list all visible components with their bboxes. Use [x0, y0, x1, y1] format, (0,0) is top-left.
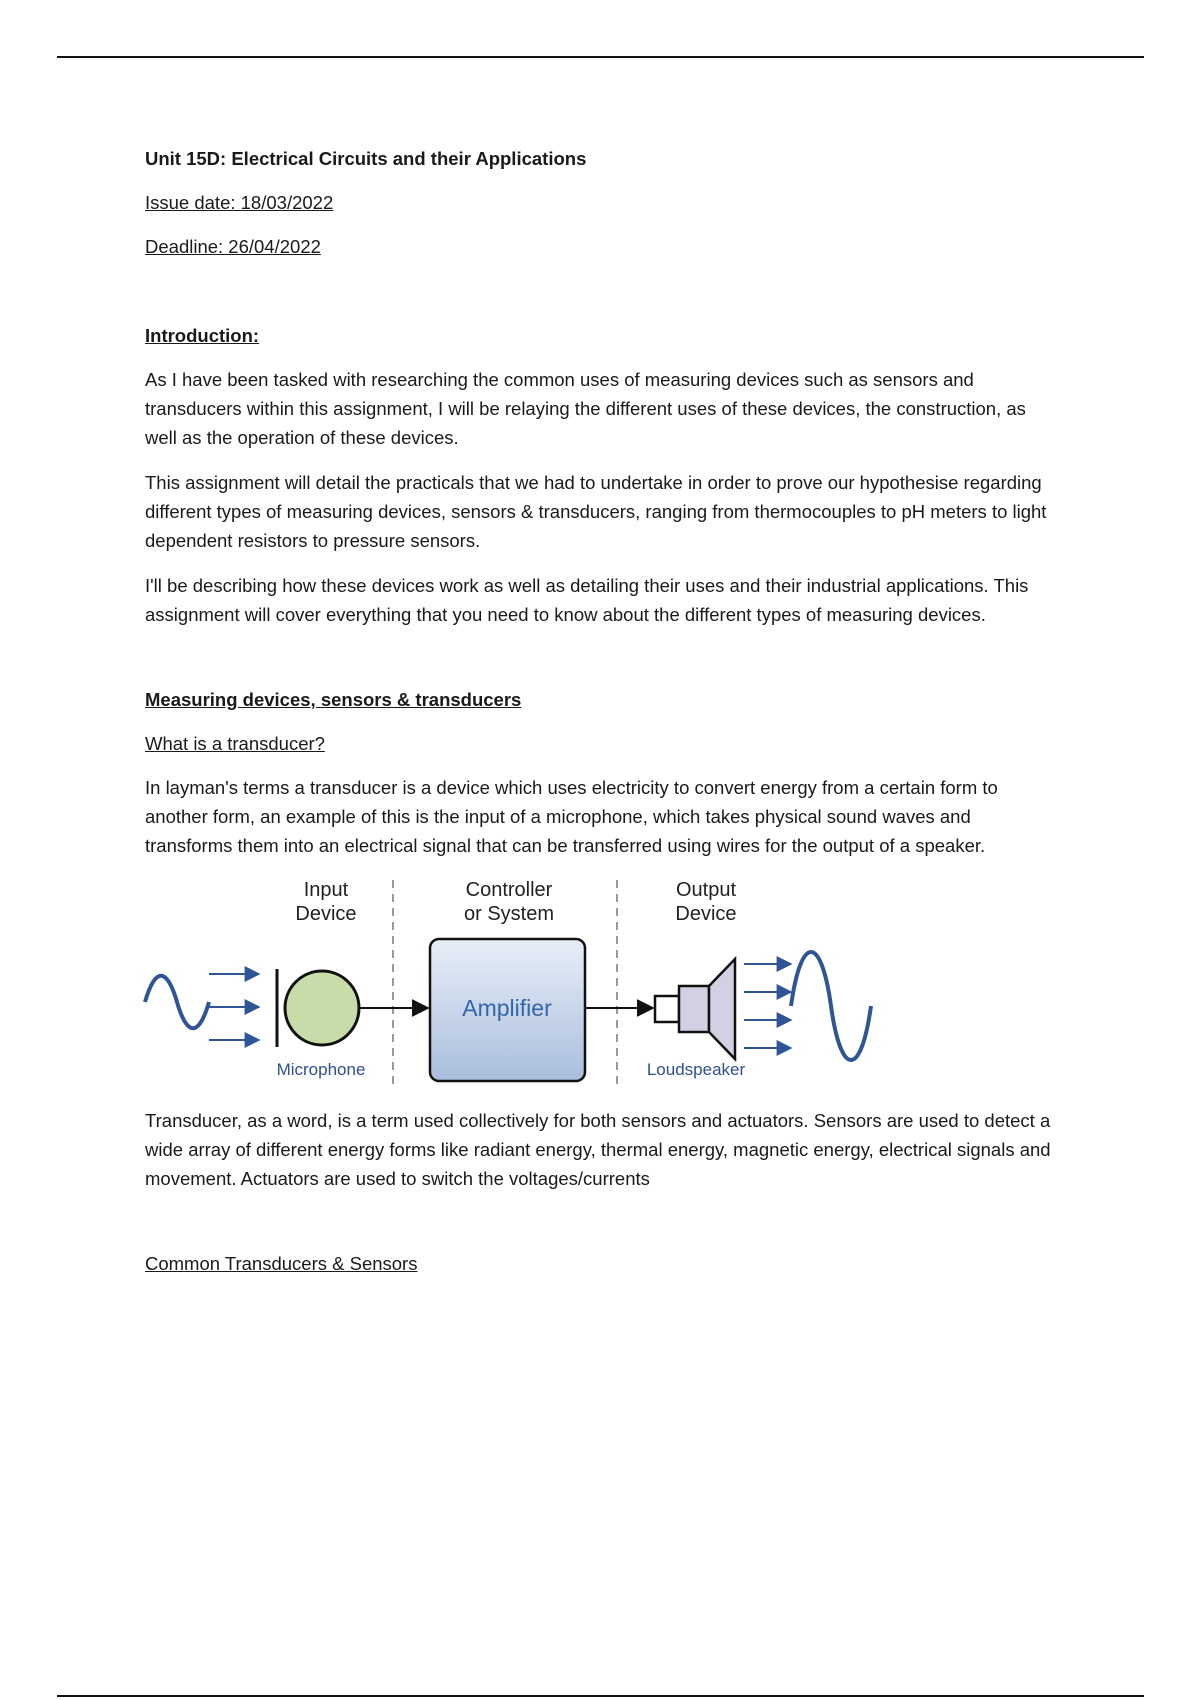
header-rule	[57, 56, 1144, 58]
transducer-paragraph-1: In layman's terms a transducer is a device which uses electricity to convert energy from a certain form to another form, an example of this is the input of a microphone, which takes physical sound waves and transforms them into an electrical signal that can be transferred using wires for the output of a speaker.	[145, 777, 998, 856]
loudspeaker-magnet	[655, 996, 679, 1022]
input-device-label-2: Device	[295, 903, 357, 925]
footer-rule	[57, 1695, 1144, 1697]
document-title: Unit 15D: Electrical Circuits and their Applications	[145, 148, 587, 169]
controller-label-2: or System	[463, 903, 555, 925]
loudspeaker-caption: Loudspeaker	[646, 1060, 746, 1079]
issue-date: Issue date: 18/03/2022	[145, 192, 334, 213]
input-device-label-1: Input	[303, 879, 349, 901]
input-sound-wave	[145, 976, 209, 1029]
output-device-label-2: Device	[675, 903, 737, 925]
amplifier-label: Amplifier	[462, 995, 552, 1021]
microphone-icon	[285, 971, 359, 1045]
microphone-caption: Microphone	[276, 1060, 366, 1079]
intro-paragraph-3: I'll be describing how these devices work as well as detailing their uses and their industrial applications. This assignment will cover everything that you need to know about the different types of measuring devices.	[145, 575, 1029, 625]
transducer-subheading: What is a transducer?	[145, 733, 325, 754]
loudspeaker-body	[679, 986, 709, 1032]
common-transducers-subheading: Common Transducers & Sensors	[145, 1253, 418, 1274]
introduction-heading: Introduction:	[145, 325, 260, 346]
loudspeaker-icon	[709, 959, 735, 1059]
transducer-paragraph-2: Transducer, as a word, is a term used collectively for both sensors and actuators. Sensors are used to detect a wide array of different energy forms like radiant energy, thermal energy, magnetic energy, electrical signals and movement. Actuators are used to switch the voltages/currents	[145, 1110, 1051, 1189]
intro-paragraph-2: This assignment will detail the practicals that we had to undertake in order to prove our hypothesise regarding different types of measuring devices, sensors & transducers, ranging from thermocouples to pH meters to light dependent resistors to pressure sensors.	[145, 472, 1047, 551]
controller-label-1: Controller	[465, 879, 553, 901]
output-device-label-1: Output	[675, 879, 737, 901]
output-sound-wave	[791, 952, 871, 1060]
transducer-diagram	[141, 872, 881, 1102]
document-body	[145, 144, 1060, 1293]
deadline: Deadline: 26/04/2022	[145, 236, 321, 257]
section-heading: Measuring devices, sensors & transducers	[145, 689, 522, 710]
intro-paragraph-1: As I have been tasked with researching the common uses of measuring devices such as sensors and transducers within this assignment, I will be relaying the different uses of these devices, the construction, as well as the operation of these devices.	[145, 369, 1026, 448]
